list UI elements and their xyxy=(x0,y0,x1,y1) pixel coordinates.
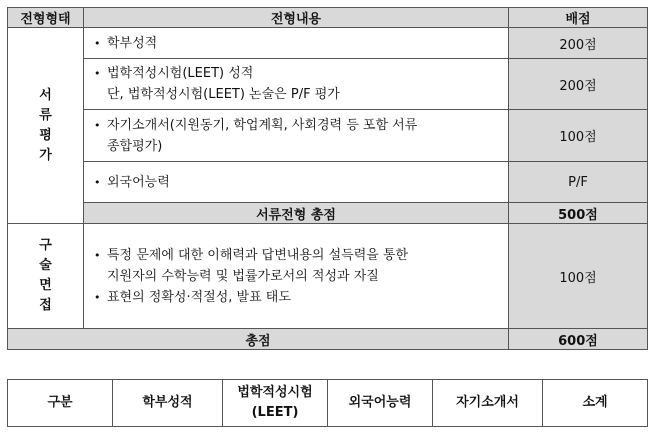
summary-header-self-intro: 자기소개서 xyxy=(433,380,543,427)
bullet-icon: • xyxy=(94,248,101,262)
total-row xyxy=(8,329,648,350)
score-table xyxy=(7,7,648,350)
leet-line: 법학적성시험 xyxy=(237,385,313,400)
score-interview: 100점 xyxy=(509,224,648,329)
item-text: 종합평가) xyxy=(107,138,163,154)
item-foreign-language xyxy=(84,162,509,203)
label-char: 류 xyxy=(39,107,52,123)
item-text: 외국어능력 xyxy=(107,174,170,190)
summary-header-gpa: 학부성적 xyxy=(113,380,223,427)
item-text: 표현의 정확성·적절성, 발표 태도 xyxy=(107,289,291,305)
summary-header-category: 구분 xyxy=(8,380,113,427)
label-char: 술 xyxy=(39,258,52,273)
interview-label xyxy=(8,224,84,329)
doc-subtotal-row xyxy=(8,203,648,224)
summary-header-foreign-language: 외국어능력 xyxy=(328,380,433,427)
header-row xyxy=(8,8,648,28)
summary-header-subtotal: 소계 xyxy=(543,380,648,427)
bullet-icon: • xyxy=(94,67,101,80)
item-text: 특정 문제에 대한 이해력과 답변내용의 설득력을 통한 xyxy=(107,247,409,263)
summary-header-leet xyxy=(223,380,328,427)
document-review-label xyxy=(8,28,84,224)
doc-row-1 xyxy=(8,28,648,59)
bullet-icon: • xyxy=(94,36,101,50)
score-leet: 200점 xyxy=(509,59,648,110)
item-gpa xyxy=(84,28,509,59)
header-type: 전형형태 xyxy=(8,8,84,28)
score-foreign-language: P/F xyxy=(509,162,648,203)
item-text: 자기소개서(지원동기, 학업계획, 사회경력 등 포함 서류 xyxy=(107,117,418,133)
bullet-icon: • xyxy=(94,175,101,189)
doc-row-4 xyxy=(8,162,648,203)
interview-row xyxy=(8,224,648,329)
doc-subtotal-label: 서류전형 총점 xyxy=(84,203,509,224)
total-score: 600점 xyxy=(509,329,648,350)
label-char: 접 xyxy=(39,298,52,313)
score-gpa: 200점 xyxy=(509,28,648,59)
label-char: 서 xyxy=(39,87,52,103)
summary-header-row xyxy=(8,380,648,427)
label-char: 평 xyxy=(39,127,52,143)
summary-table xyxy=(7,379,648,427)
header-points: 배점 xyxy=(509,8,648,28)
item-leet xyxy=(84,59,509,110)
label-char: 가 xyxy=(39,147,52,163)
item-self-intro xyxy=(84,110,509,162)
header-content: 전형내용 xyxy=(84,8,509,28)
bullet-icon: • xyxy=(94,290,101,304)
item-text: 단, 법학적성시험(LEET) 논술은 P/F 평가 xyxy=(107,87,340,102)
item-text: 지원자의 수학능력 및 법률가로서의 적성과 자질 xyxy=(107,268,379,284)
score-self-intro: 100점 xyxy=(509,110,648,162)
leet-line: (LEET) xyxy=(251,405,299,420)
total-label: 총점 xyxy=(8,329,509,350)
bullet-icon: • xyxy=(94,118,101,132)
label-char: 구 xyxy=(39,238,52,253)
label-char: 면 xyxy=(39,278,52,293)
item-text: 학부성적 xyxy=(107,35,158,51)
doc-row-3 xyxy=(8,110,648,162)
doc-subtotal-score: 500점 xyxy=(509,203,648,224)
item-text: 법학적성시험(LEET) 성적 xyxy=(107,66,254,81)
interview-content xyxy=(84,224,509,329)
doc-row-2 xyxy=(8,59,648,110)
